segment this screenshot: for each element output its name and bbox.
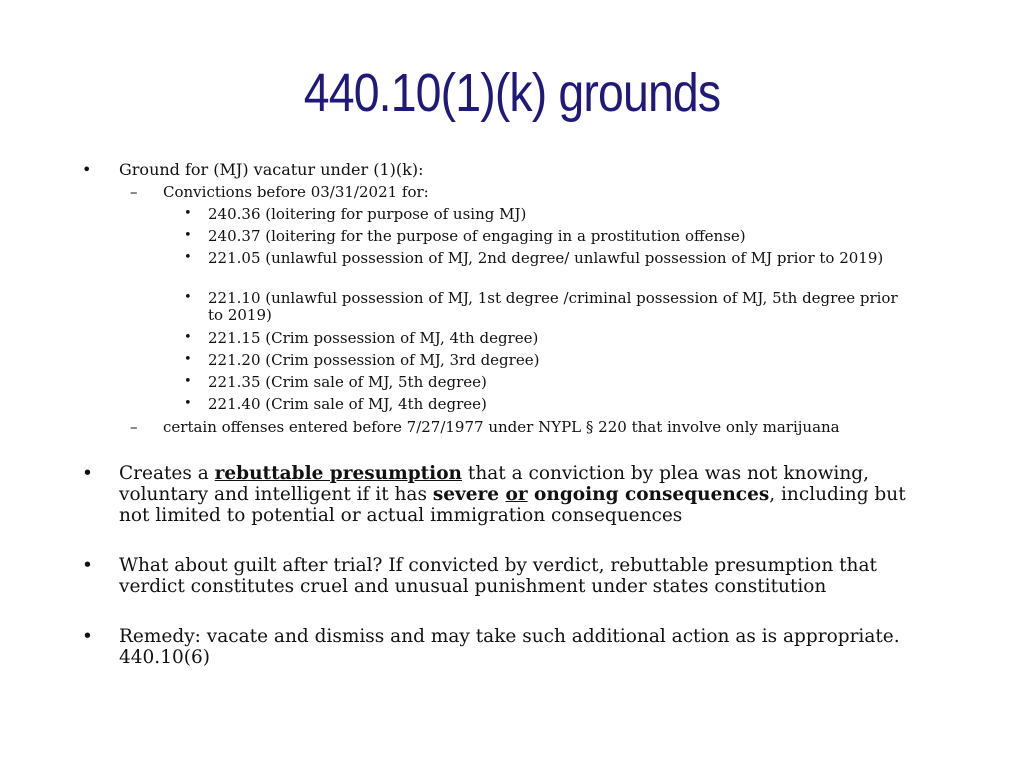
dash-marker: – xyxy=(130,183,138,201)
dot-marker: • xyxy=(184,290,192,305)
presumption-paragraph xyxy=(119,463,909,526)
ongoing-consequences-emphasis: ongoing consequences xyxy=(527,484,770,505)
offense-item: 221.10 (unlawful possession of MJ, 1st degree /criminal possession of MJ, 5th degree prior to 2019) xyxy=(208,289,898,324)
pre-1977-offenses: certain offenses entered before 7/27/1977 under NYPL § 220 that involve only marijuana xyxy=(163,418,840,436)
ground-heading: Ground for (MJ) vacatur under (1)(k): xyxy=(119,160,424,179)
offense-item: 221.15 (Crim possession of MJ, 4th degree) xyxy=(208,329,539,347)
slide-title: 440.10(1)(k) grounds xyxy=(303,63,721,123)
presumption-text: Creates a xyxy=(119,463,215,484)
presumption-text: , including but not limited to potential or actual immigration consequences xyxy=(119,484,906,526)
trial-paragraph: What about guilt after trial? If convicted by verdict, rebuttable presumption that verdict constitutes cruel and unusual punishment under states constitution xyxy=(119,555,877,597)
dot-marker: • xyxy=(184,206,192,221)
offense-item: 240.37 (loitering for the purpose of engaging in a prostitution offense) xyxy=(208,227,746,245)
convictions-heading: Convictions before 03/31/2021 for: xyxy=(163,183,429,201)
dot-marker: • xyxy=(184,352,192,367)
or-emphasis: or xyxy=(505,484,528,505)
dot-marker: • xyxy=(184,330,192,345)
rebuttable-presumption-emphasis: rebuttable presumption xyxy=(214,463,463,484)
remedy-paragraph: Remedy: vacate and dismiss and may take such additional action as is appropriate. 440.10(6) xyxy=(119,626,900,668)
offense-item: 221.20 (Crim possession of MJ, 3rd degree) xyxy=(208,351,540,369)
bullet-marker: • xyxy=(82,626,93,647)
presumption-text: that a conviction by plea was not knowing, voluntary and intelligent if it has xyxy=(119,463,869,505)
dot-marker: • xyxy=(184,250,192,265)
offense-item: 240.36 (loitering for purpose of using MJ) xyxy=(208,205,527,223)
bullet-marker: • xyxy=(82,160,92,179)
bullet-marker: • xyxy=(82,555,93,576)
dash-marker: – xyxy=(130,418,138,436)
dot-marker: • xyxy=(184,228,192,243)
bullet-marker: • xyxy=(82,463,93,484)
dot-marker: • xyxy=(184,396,192,411)
offense-item: 221.40 (Crim sale of MJ, 4th degree) xyxy=(208,395,487,413)
severe-emphasis: severe xyxy=(432,484,506,505)
dot-marker: • xyxy=(184,374,192,389)
offense-item: 221.05 (unlawful possession of MJ, 2nd degree/ unlawful possession of MJ prior to 2019) xyxy=(208,249,884,267)
offense-item: 221.35 (Crim sale of MJ, 5th degree) xyxy=(208,373,487,391)
